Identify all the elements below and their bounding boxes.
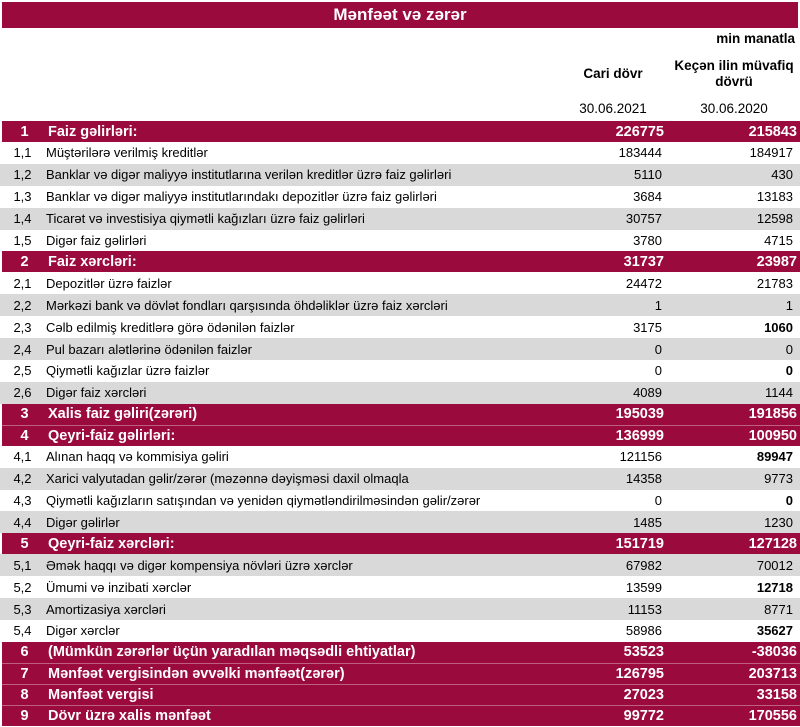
table-row xyxy=(0,272,800,294)
previous-period-value: 21783 xyxy=(756,275,793,291)
row-number: 4,2 xyxy=(13,471,32,487)
table-row xyxy=(0,164,800,186)
row-number: 5 xyxy=(20,535,29,552)
row-label: Qiymətli kağızların satışından və yenidən qiymətləndirilməsindən gəlir/zərər xyxy=(46,493,481,509)
row-number: 1,2 xyxy=(13,167,32,183)
row-number: 1,3 xyxy=(13,189,32,205)
table-row xyxy=(0,576,800,598)
row-label: Depozitlər üzrə faizlər xyxy=(46,275,172,291)
previous-period-value: 70012 xyxy=(756,557,793,573)
current-period-value: 14358 xyxy=(625,471,662,487)
row-label: (Mümkün zərərlər üçün yaradılan məqsədli ehtiyatlar) xyxy=(48,644,416,661)
current-period-value: 126795 xyxy=(615,665,664,682)
current-period-value: 5110 xyxy=(634,167,662,183)
table-row xyxy=(0,620,800,642)
previous-period-value: 9773 xyxy=(764,471,793,487)
row-number: 3 xyxy=(20,406,29,423)
table-row xyxy=(0,316,800,338)
current-period-value: 195039 xyxy=(615,406,664,423)
table-row xyxy=(2,705,800,726)
row-label: Digər faiz gəlirləri xyxy=(46,233,147,248)
previous-period-value: 13183 xyxy=(756,189,793,205)
current-period-value: 67982 xyxy=(625,557,662,573)
previous-period-value: 100950 xyxy=(748,427,797,444)
current-period-value: 27023 xyxy=(623,686,664,703)
table-row xyxy=(0,230,800,252)
row-label: Digər xərclər xyxy=(46,623,120,639)
row-number: 2,5 xyxy=(13,363,32,379)
table-row xyxy=(0,468,800,490)
table-row xyxy=(0,208,800,230)
row-number: 1 xyxy=(20,123,29,140)
row-number: 9 xyxy=(20,707,29,724)
column-headers-row xyxy=(0,54,800,94)
current-period-value: 121156 xyxy=(619,449,662,465)
current-period-value: 3780 xyxy=(633,233,662,248)
table-row xyxy=(0,382,800,404)
table-row xyxy=(2,404,800,425)
row-number: 2,4 xyxy=(13,341,32,357)
row-label: Alınan haqq və kommisiya gəliri xyxy=(46,449,229,465)
row-label: Amortizasiya xərcləri xyxy=(46,601,166,617)
previous-period-value: -38036 xyxy=(751,644,797,661)
current-period-value: 31737 xyxy=(623,253,664,270)
table-row xyxy=(0,598,800,620)
row-label: Xarici valyutadan gəlir/zərər (məzənnə dəyişməsi daxil olmaqla xyxy=(46,471,409,487)
current-period-value: 226775 xyxy=(615,123,664,140)
current-period-value: 0 xyxy=(654,363,662,379)
row-label: Faiz gəlirləri: xyxy=(48,123,138,140)
previous-period-value: 1 xyxy=(785,297,793,313)
column-date-previous-period: 30.06.2020 xyxy=(700,100,768,116)
previous-period-value: 430 xyxy=(771,167,793,183)
table-row xyxy=(2,121,800,142)
row-label: Banklar və digər maliyyə institutlarındakı depozitlər üzrə faiz gəlirləri xyxy=(46,189,437,205)
current-period-value: 4089 xyxy=(633,385,662,401)
row-label: Müştərilərə verilmiş kreditlər xyxy=(46,145,208,161)
row-label: Cəlb edilmiş kreditlərə görə ödənilən faizlər xyxy=(46,319,295,335)
previous-period-value: 33158 xyxy=(756,686,797,703)
current-period-value: 53523 xyxy=(623,644,664,661)
previous-period-value: 203713 xyxy=(748,665,797,682)
row-label: Dövr üzrə xalis mənfəət xyxy=(48,707,211,724)
row-number: 4 xyxy=(20,427,29,444)
row-label: Mənfəət vergisindən əvvəlki mənfəət(zərər) xyxy=(48,665,345,682)
current-period-value: 0 xyxy=(654,493,662,509)
table-header-area xyxy=(0,28,800,121)
current-period-value: 1485 xyxy=(633,514,662,530)
previous-period-value: 127128 xyxy=(748,535,797,552)
previous-period-value: 184917 xyxy=(749,145,793,161)
table-row xyxy=(2,684,800,705)
row-label: Banklar və digər maliyyə institutlarına verilən kreditlər üzrə faiz gəlirləri xyxy=(46,167,452,183)
row-label: Pul bazarı alətlərinə ödənilən faizlər xyxy=(46,341,252,357)
table-row xyxy=(0,294,800,316)
row-label: Ticarət və investisiya qiymətli kağızları üzrə faiz gəlirləri xyxy=(46,211,365,227)
current-period-value: 3684 xyxy=(633,189,662,205)
column-header-current-period: Cari dövr xyxy=(583,66,643,82)
row-number: 2,6 xyxy=(13,385,32,401)
previous-period-value: 191856 xyxy=(748,406,797,423)
table-row xyxy=(0,142,800,164)
current-period-value: 13599 xyxy=(625,579,662,595)
row-number: 5,3 xyxy=(13,601,32,617)
row-number: 2,1 xyxy=(13,275,32,291)
row-number: 7 xyxy=(20,665,29,682)
current-period-value: 24472 xyxy=(625,275,662,291)
current-period-value: 136999 xyxy=(615,427,664,444)
row-label: Digər faiz xərcləri xyxy=(46,385,147,401)
previous-period-value: 215843 xyxy=(748,123,797,140)
previous-period-value: 170556 xyxy=(748,707,797,724)
current-period-value: 58986 xyxy=(625,623,662,639)
column-date-current-period: 30.06.2021 xyxy=(579,100,647,116)
row-number: 5,2 xyxy=(13,579,32,595)
table-row xyxy=(0,446,800,468)
row-number: 1,5 xyxy=(13,233,32,248)
row-number: 8 xyxy=(20,686,29,703)
table-row xyxy=(0,360,800,382)
row-number: 2,2 xyxy=(13,297,32,313)
page-title: Mənfəət və zərər xyxy=(333,5,467,24)
table-row xyxy=(0,338,800,360)
table-row xyxy=(2,251,800,272)
row-number: 4,4 xyxy=(13,514,32,530)
previous-period-value: 89947 xyxy=(756,449,793,465)
report-title-bar xyxy=(2,2,798,28)
table-row xyxy=(0,554,800,576)
previous-period-value: 23987 xyxy=(756,253,797,270)
current-period-value: 0 xyxy=(654,341,662,357)
row-label: Mənfəət vergisi xyxy=(48,686,154,703)
current-period-value: 183444 xyxy=(618,145,662,161)
previous-period-value: 0 xyxy=(785,341,793,357)
column-header-previous-period: Keçən ilin müvafiq dövrü xyxy=(674,58,794,89)
previous-period-value: 35627 xyxy=(756,623,793,639)
table-row xyxy=(0,511,800,533)
table-row xyxy=(2,425,800,446)
row-label: Faiz xərcləri: xyxy=(48,253,137,270)
previous-period-value: 1060 xyxy=(764,319,793,335)
current-period-value: 30757 xyxy=(625,211,662,227)
row-label: Mərkəzi bank və dövlət fondları qarşısında öhdəliklər üzrə faiz xərcləri xyxy=(46,297,448,313)
row-label: Qeyri-faiz xərcləri: xyxy=(48,535,175,552)
column-dates-row xyxy=(0,96,800,120)
row-number: 1,1 xyxy=(13,145,32,161)
row-number: 4,1 xyxy=(13,449,32,465)
previous-period-value: 12598 xyxy=(756,211,793,227)
row-label: Digər gəlirlər xyxy=(46,514,120,530)
row-number: 4,3 xyxy=(13,493,32,509)
row-number: 5,4 xyxy=(13,623,32,639)
current-period-value: 3175 xyxy=(633,319,662,335)
row-number: 2 xyxy=(20,253,29,270)
previous-period-value: 12718 xyxy=(756,579,793,595)
profit-loss-table xyxy=(0,121,800,726)
current-period-value: 1 xyxy=(654,297,662,313)
table-row xyxy=(0,186,800,208)
row-label: Xalis faiz gəliri(zərəri) xyxy=(48,406,198,423)
current-period-value: 151719 xyxy=(615,535,664,552)
previous-period-value: 1230 xyxy=(764,514,793,530)
row-number: 5,1 xyxy=(13,557,32,573)
previous-period-value: 8771 xyxy=(764,601,793,617)
previous-period-value: 0 xyxy=(785,493,793,509)
table-row xyxy=(0,490,800,512)
current-period-value: 99772 xyxy=(623,707,664,724)
table-row xyxy=(2,533,800,554)
current-period-value: 11153 xyxy=(627,601,662,617)
row-label: Əmək haqqı və digər kompensiya növləri üzrə xərclər xyxy=(46,557,353,573)
table-row xyxy=(2,663,800,684)
previous-period-value: 0 xyxy=(785,363,793,379)
row-label: Ümumi və inzibati xərclər xyxy=(46,579,192,595)
previous-period-value: 4715 xyxy=(764,233,793,248)
row-label: Qeyri-faiz gəlirləri: xyxy=(48,427,176,444)
previous-period-value: 1144 xyxy=(765,385,793,401)
table-row xyxy=(2,642,800,663)
row-number: 2,3 xyxy=(13,319,32,335)
unit-label: min manatla xyxy=(716,31,795,46)
row-number: 6 xyxy=(20,644,29,661)
row-number: 1,4 xyxy=(13,211,32,227)
row-label: Qiymətli kağızlar üzrə faizlər xyxy=(46,363,210,379)
